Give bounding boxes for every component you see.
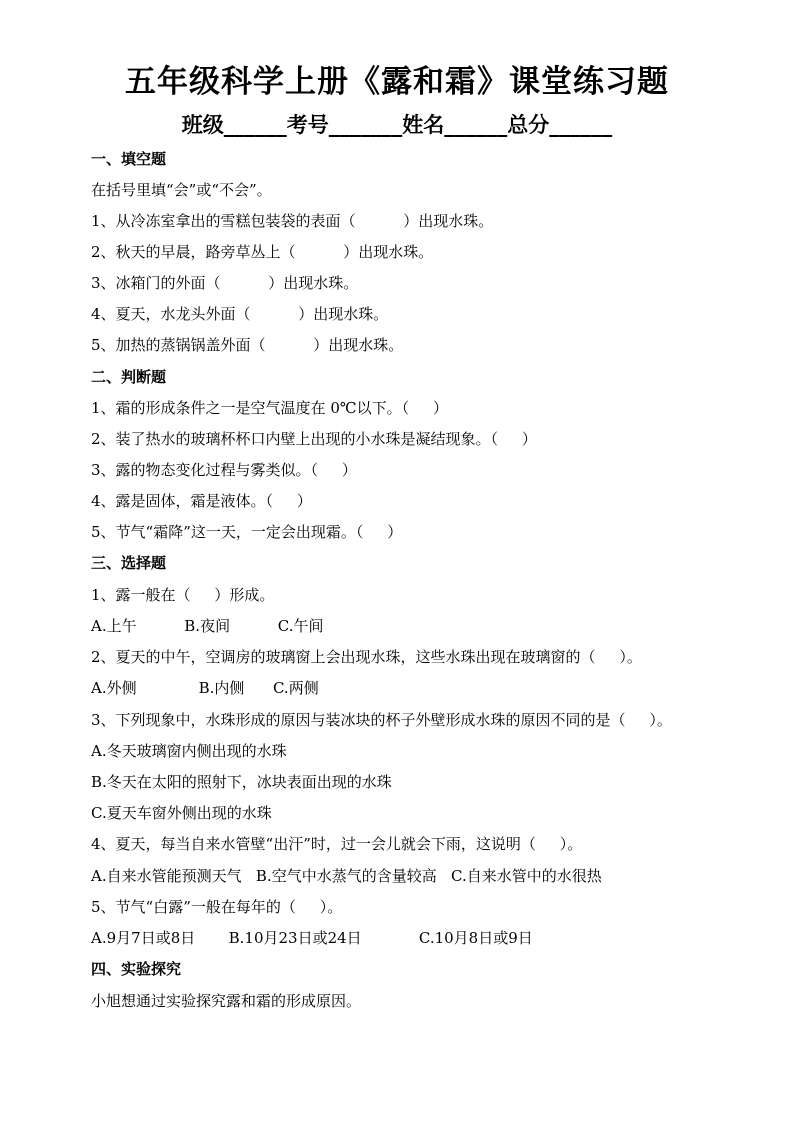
choice-question-3-option-c: C.夏天车窗外侧出现的水珠 (91, 804, 272, 822)
true-false-question-1: 1、霜的形成条件之一是空气温度在 0℃以下。（ ） (91, 399, 448, 417)
section-heading-multiple-choice: 三、选择题 (91, 554, 167, 572)
choice-question-2: 2、夏天的中午，空调房的玻璃窗上会出现水珠，这些水珠出现在玻璃窗的（ ）。 (91, 648, 642, 666)
choice-question-5-options: A.9月7日或8日 B.10月23日或24日 C.10月8日或9日 (91, 929, 533, 947)
choice-question-3: 3、下列现象中，水珠形成的原因与装冰块的杯子外壁形成水珠的原因不同的是（ ）。 (91, 711, 672, 729)
choice-question-4: 4、夏天，每当自来水管壁“出汗”时，过一会儿就会下雨，这说明（ ）。 (91, 835, 583, 853)
fill-blank-question-5: 5、加热的蒸锅锅盖外面（ ）出现水珠。 (91, 336, 404, 354)
section-heading-experiment: 四、实验探究 (91, 960, 182, 978)
choice-question-3-option-a: A.冬天玻璃窗内侧出现的水珠 (91, 742, 287, 760)
choice-question-3-option-b: B.冬天在太阳的照射下，冰块表面出现的水珠 (91, 773, 392, 791)
fill-blank-question-1: 1、从冷冻室拿出的雪糕包装袋的表面（ ）出现水珠。 (91, 212, 494, 230)
student-info-line: 班级______考号_______姓名______总分______ (181, 113, 613, 137)
fill-blank-question-4: 4、夏天，水龙头外面（ ）出现水珠。 (91, 305, 389, 323)
choice-question-1-options: A.上午 B.夜间 C.午间 (91, 617, 324, 635)
fill-blank-instruction: 在括号里填“会”或“不会”。 (91, 181, 272, 199)
true-false-question-5: 5、节气“霜降”这一天，一定会出现霜。（ ） (91, 523, 403, 541)
true-false-question-2: 2、装了热水的玻璃杯杯口内壁上出现的小水珠是凝结现象。（ ） (91, 430, 537, 448)
choice-question-1: 1、露一般在（ ）形成。 (91, 586, 275, 604)
worksheet-title: 五年级科学上册《露和霜》课堂练习题 (125, 64, 669, 100)
choice-question-5: 5、节气“白露”一般在每年的（ ）。 (91, 898, 343, 916)
fill-blank-question-3: 3、冰箱门的外面（ ）出现水珠。 (91, 274, 359, 292)
section-heading-fill-blank: 一、填空题 (91, 150, 167, 168)
choice-question-4-options: A.自来水管能预测天气 B.空气中水蒸气的含量较高 C.自来水管中的水很热 (91, 867, 602, 885)
section-heading-true-false: 二、判断题 (91, 368, 167, 386)
fill-blank-question-2: 2、秋天的早晨，路旁草丛上（ ）出现水珠。 (91, 243, 434, 261)
experiment-intro: 小旭想通过实验探究露和霜的形成原因。 (91, 992, 362, 1010)
choice-question-2-options: A.外侧 B.内侧 C.两侧 (91, 679, 319, 697)
true-false-question-4: 4、露是固体，霜是液体。（ ） (91, 492, 312, 510)
true-false-question-3: 3、露的物态变化过程与雾类似。（ ） (91, 461, 357, 479)
